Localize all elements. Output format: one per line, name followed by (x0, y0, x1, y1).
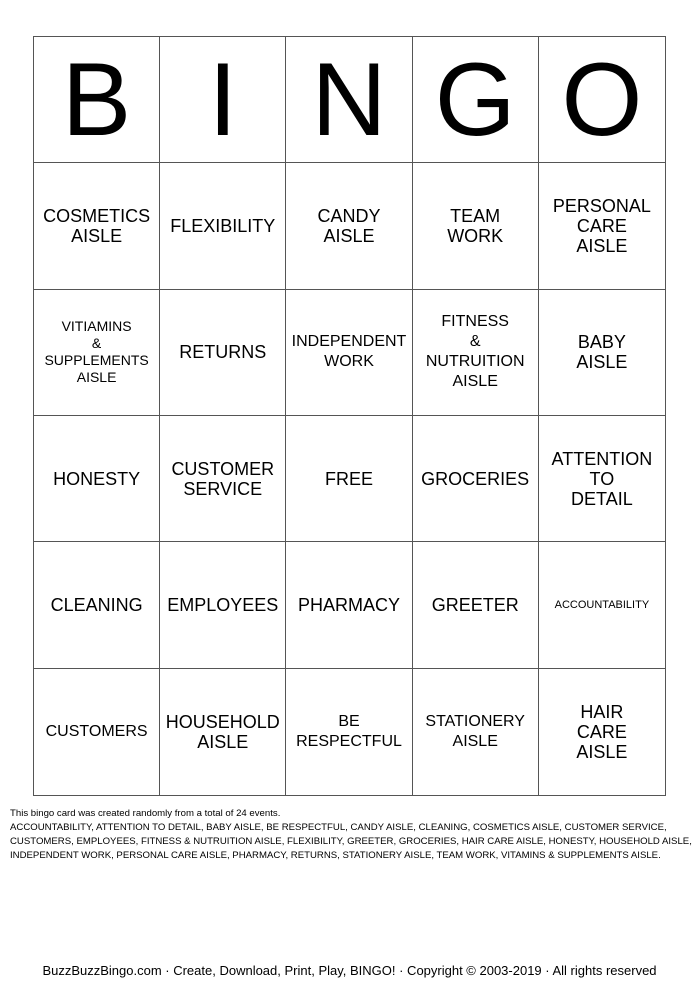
card-info-intro: This bingo card was created randomly from a total of 24 events. (10, 808, 281, 819)
bingo-cell: EMPLOYEES (160, 542, 286, 668)
header-letter: N (286, 37, 412, 163)
bingo-cell: GREETER (413, 542, 539, 668)
bingo-cell: FREE (286, 416, 412, 542)
bingo-cell: HONESTY (34, 416, 160, 542)
card-info (10, 807, 695, 863)
bingo-cell: PHARMACY (286, 542, 412, 668)
bingo-cell: HOUSEHOLD AISLE (160, 669, 286, 795)
card-event-list: ACCOUNTABILITY, ATTENTION TO DETAIL, BABY AISLE, BE RESPECTFUL, CANDY AISLE, CLEANING, COSMETICS AISLE, CUSTOMER SERVICE, CUSTOMERS, EMPLOYEES, FITNESS & NUTRUITION AISLE, FLEXIBILITY, GREETER, GROCERIES, HAIR CARE AISLE, HONESTY, HOUSEHOLD AISLE, INDEPENDENT WORK, PERSONAL CARE AISLE, PHARMACY, RETURNS, STATIONERY AISLE, TEAM WORK, VITAMINS & SUPPLEMENTS AISLE. (10, 822, 692, 861)
header-letter: I (160, 37, 286, 163)
bingo-cell: COSMETICS AISLE (34, 163, 160, 289)
bingo-cell: HAIR CARE AISLE (576, 701, 628, 762)
bingo-cell: GROCERIES (413, 416, 539, 542)
bingo-cell: PERSONAL CARE AISLE (539, 163, 665, 289)
bingo-cell: RETURNS (160, 290, 286, 416)
bingo-cell: VITIAMINS & SUPPLEMENTS AISLE (34, 290, 160, 416)
bingo-cell: TEAM WORK (413, 163, 539, 289)
footer-copyright: BuzzBuzzBingo.com · Create, Download, Print, Play, BINGO! · Copyright © 2003-2019 · All rights reserved (42, 963, 657, 978)
bingo-cell: INDEPENDENT WORK (286, 290, 412, 416)
header-letter: G (413, 37, 539, 163)
bingo-cell: CLEANING (34, 542, 160, 668)
bingo-cell: STATIONERY AISLE (413, 669, 539, 795)
bingo-cell: CUSTOMERS (34, 669, 160, 795)
bingo-cell: ATTENTION TO DETAIL (539, 416, 665, 542)
bingo-cell: CUSTOMER SERVICE (160, 416, 286, 542)
bingo-cell: BABY AISLE (539, 290, 665, 416)
header-letter: O (539, 37, 665, 163)
bingo-card (33, 36, 666, 796)
bingo-cell: ACCOUNTABILITY (539, 542, 665, 668)
bingo-cell: BE RESPECTFUL (286, 669, 412, 795)
bingo-cell: CANDY AISLE (286, 163, 412, 289)
bingo-cell: FITNESS & NUTRUITION AISLE (413, 290, 539, 416)
bingo-cell: FLEXIBILITY (160, 163, 286, 289)
header-letter: B (34, 37, 160, 163)
